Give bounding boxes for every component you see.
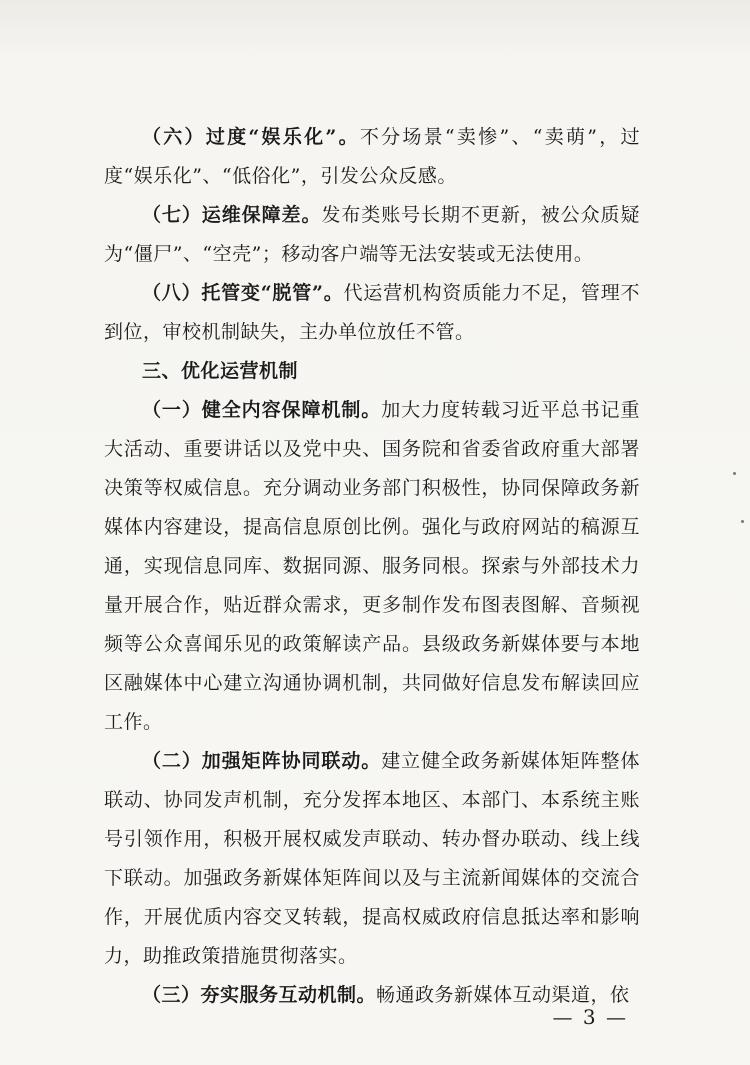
document-body (104, 118, 640, 1015)
paragraph-body: 建立健全政务新媒体矩阵整体联动、协同发声机制，充分发挥本地区、本部门、本系统主账号引领作用，积极开展权威发声联动、转办督办联动、线上线下联动。加强政务新媒体矩阵间以及与主流新闻媒体的交流合作，开展优质内容交叉转载，提高权威政府信息抵达率和影响力，助推政策措施贯彻落实。 (104, 750, 640, 967)
paragraph-item-6 (104, 118, 640, 196)
paragraph-body: 畅通政务新媒体互动渠道，依 (376, 984, 630, 1006)
paragraph-lead: （一）健全内容保障机制。 (142, 399, 382, 421)
paragraph-lead: （三）夯实服务互动机制。 (142, 984, 377, 1006)
paragraph-item-1 (104, 391, 640, 742)
paragraph-body: 不分场景“卖惨”、“卖萌”，过度“娱乐化”、“低俗化”，引发公众反感。 (104, 126, 640, 187)
paragraph-lead: （六）过度“娱乐化”。 (142, 126, 360, 148)
paragraph-item-8 (104, 274, 640, 352)
paragraph-item-7 (104, 196, 640, 274)
paragraph-body: 发布类账号长期不更新，被公众质疑为“僵尸”、“空壳”；移动客户端等无法安装或无法使用。 (104, 204, 640, 265)
paragraph-lead: （八）托管变“脱管”。 (142, 282, 344, 304)
section-heading: 三、优化运营机制 (142, 360, 299, 382)
scan-speck (741, 520, 744, 523)
paragraph-lead: （二）加强矩阵协同联动。 (142, 750, 382, 772)
paragraph-body: 加大力度转载习近平总书记重大活动、重要讲话以及党中央、国务院和省委省政府重大部署决策等权威信息。充分调动业务部门积极性，协同保障政务新媒体内容建设，提高信息原创比例。强化与政府网站的稿源互通，实现信息同库、数据同源、服务同根。探索与外部技术力量开展合作，贴近群众需求，更多制作发布图表图解、音频视频等公众喜闻乐见的政策解读产品。县级政务新媒体要与本地区融媒体中心建立沟通协调机制，共同做好信息发布解读回应工作。 (104, 399, 640, 733)
paragraph-body: 代运营机构资质能力不足，管理不到位，审校机制缺失，主办单位放任不管。 (104, 282, 640, 343)
paragraph-item-2 (104, 742, 640, 976)
paragraph-lead: （七）运维保障差。 (142, 204, 322, 226)
page-number: — 3 — (552, 1005, 628, 1029)
scan-speck (733, 472, 736, 475)
